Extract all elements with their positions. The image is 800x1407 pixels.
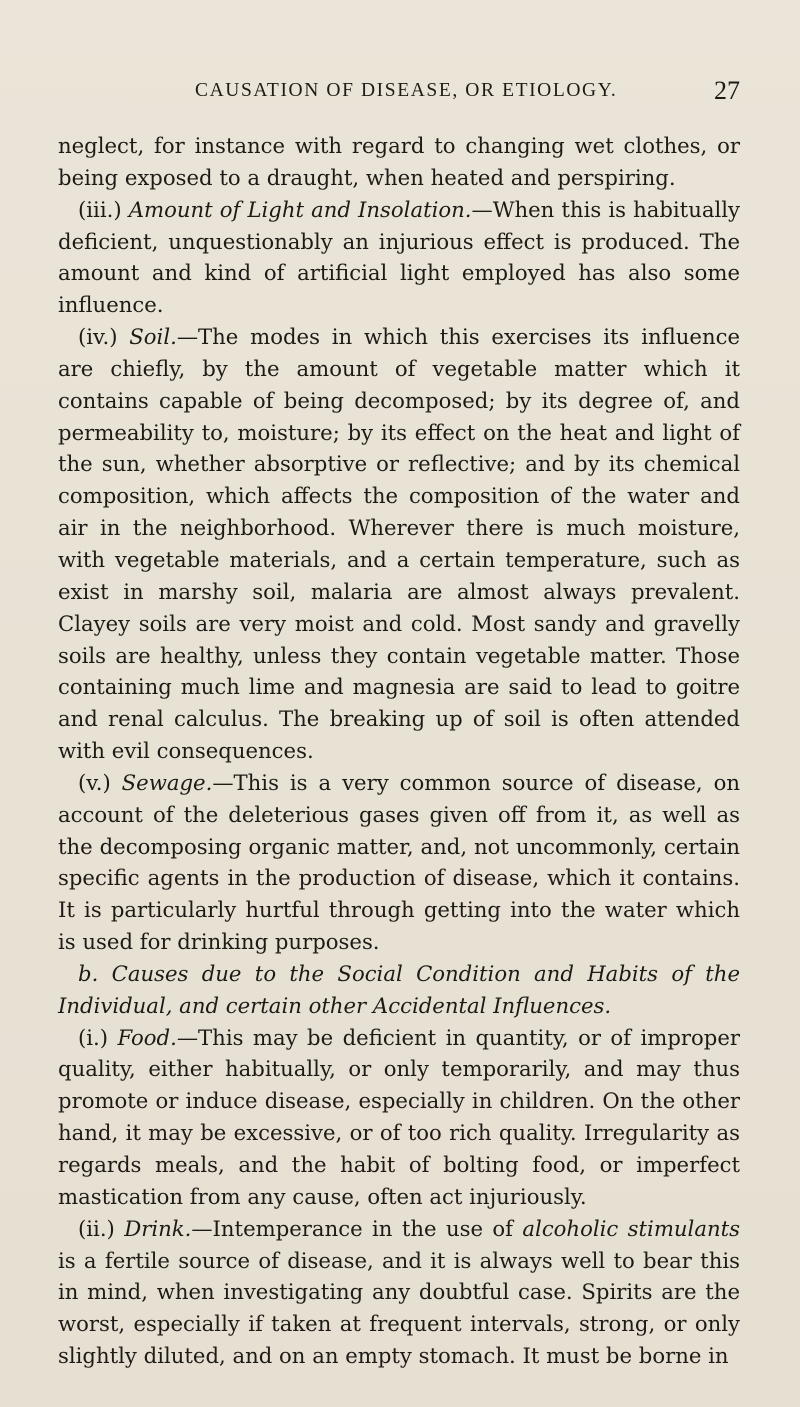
section-title: Sewage. (121, 769, 213, 795)
paragraph-text: —This is a very common source of disease, on account of the deleterious gases given off from it, as well as the decomposing organic matter, and, not uncommonly, certain specific agents in the production of disease, which it contains. It is particularly hurtful through getting into the water which is used for drinking purposes. (58, 769, 740, 955)
paragraph-text: —When this is habitually deficient, unquestionably an injurious effect is produced. The amount and kind of artificial light employed has also some influence. (58, 196, 740, 318)
paragraph-continuation (58, 130, 740, 194)
paragraph-text: —The modes in which this exercises its influence are chiefly, by the amount of vegetable matter which it contains capable of being decomposed; by its degree of, and permeability to, moisture; by its effect on the heat and light of the sun, whether absorptive or reflective; and by its chemical composition, which affects the composition of the water and air in the neighborhood. Wherever there is much moisture, with vegetable materials, and a certain temperature, such as exist in marshy soil, malaria are almost always prevalent. Clayey soils are very moist and cold. Most sandy and gravelly soils are healthy, unless they contain vegetable matter. Those containing much lime and magnesia are said to lead to goitre and renal calculus. The breaking up of soil is often attended with evil consequences. (58, 324, 740, 764)
paragraph-text-continued: is a fertile source of disease, and it is always well to bear this in mind, when investigating any doubtful case. Spirits are the worst, especially if taken at frequent intervals, strong, or only slightly diluted, and on an empty stomach. It must be borne in (58, 1247, 740, 1369)
paragraph-sewage (58, 767, 740, 958)
body-text (58, 130, 740, 1372)
section-number: (iii.) (78, 196, 129, 222)
section-number: (iv.) (78, 324, 130, 350)
paragraph-text: —This may be deficient in quantity, or of improper quality, either habitually, or only temporarily, and may thus promote or induce disease, especially in children. On the other hand, it may be excessive, or of too rich quality. Irregularity as regards meals, and the habit of bolting food, or imperfect mastication from any cause, often act injuriously. (58, 1024, 741, 1209)
section-title: Drink. (124, 1215, 192, 1241)
paragraph-food (58, 1022, 740, 1213)
subsection-heading-b (58, 958, 740, 1022)
running-head (195, 76, 740, 110)
section-title: Food. (117, 1024, 177, 1050)
paragraph-drink (58, 1213, 740, 1372)
page-number: 27 (714, 76, 740, 105)
paragraph-text: neglect, for instance with regard to changing wet clothes, or being exposed to a draught, when heated and perspiring. (58, 133, 740, 190)
section-number: (i.) (78, 1024, 118, 1050)
paragraph-text: —Intemperance in the use of (191, 1215, 523, 1241)
subsection-heading-text: b. Causes due to the Social Condition and Habits of the Individual, and certain other Accidental Influences. (58, 960, 740, 1018)
section-number: (ii.) (78, 1215, 125, 1241)
emphasis-text: alcoholic stimulants (522, 1215, 740, 1241)
section-number: (v.) (78, 769, 122, 795)
paragraph-light-insolation (58, 194, 740, 321)
paragraph-soil (58, 321, 740, 767)
section-title: Amount of Light and Insolation. (128, 196, 472, 222)
running-head-title: CAUSATION OF DISEASE, OR ETIOLOGY. (195, 80, 618, 101)
section-title: Soil. (129, 324, 177, 350)
